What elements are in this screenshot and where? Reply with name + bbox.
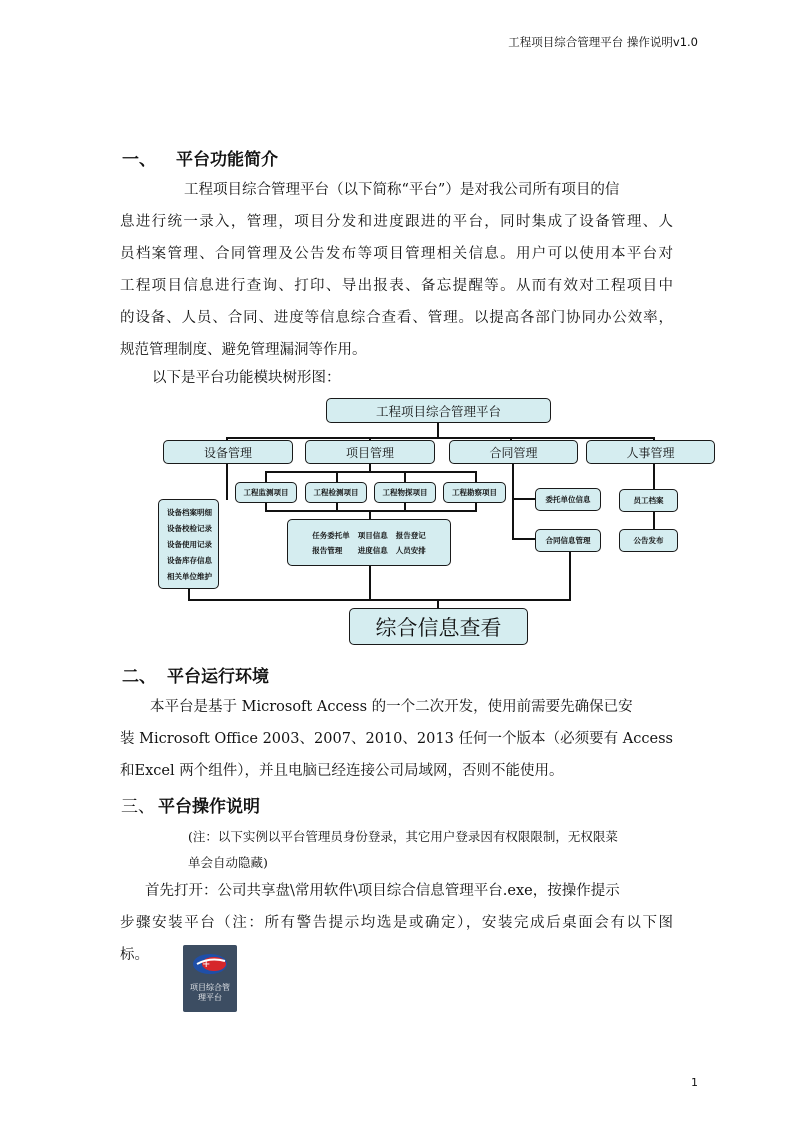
text-line: 标。	[120, 947, 149, 963]
node-contract-info: 合同信息管理	[535, 529, 601, 552]
app-icon-label	[183, 983, 237, 1003]
section2-number: 二、	[122, 667, 156, 687]
text-line: 的设备、人员、合同、进度等信息综合查看、管理。以提高各部门协同办公效率，	[120, 310, 673, 326]
connector-line	[226, 463, 228, 500]
icon-label-line: 理平台	[198, 993, 222, 1002]
icon-label-line: 项目综合管	[190, 983, 230, 992]
section3-title: 平台操作说明	[158, 797, 260, 817]
connector-line	[265, 510, 477, 512]
text-line: 息进行统一录入，管理，项目分发和进度跟进的平台，同时集成了设备管理、人	[120, 214, 673, 230]
module-hr-management: 人事管理	[586, 440, 715, 464]
node-device-detail	[158, 499, 219, 589]
connector-line	[226, 437, 654, 439]
connector-line	[437, 422, 439, 438]
tree-intro: 以下是平台功能模块树形图：	[152, 370, 341, 386]
detail-item: 进度信息	[357, 545, 388, 555]
detail-item: 报告登记	[395, 530, 426, 540]
detail-item: 设备档案明细	[167, 507, 212, 517]
text-line: 工程项目信息进行查询、打印、导出报表、备忘提醒等。从而有效对工程项目中	[120, 278, 673, 294]
running-header: 工程项目综合管理平台 操作说明v1.0	[508, 35, 698, 49]
text-line: 员档案管理、合同管理及公告发布等项目管理相关信息。用户可以使用本平台对	[120, 246, 673, 262]
detail-item: 设备校检记录	[167, 523, 212, 533]
connector-line	[569, 551, 571, 601]
node-employee-records: 员工档案	[619, 489, 678, 512]
diagram-root-node: 工程项目综合管理平台	[326, 398, 551, 423]
connector-line	[512, 498, 536, 500]
module-project-management: 项目管理	[305, 440, 435, 464]
connector-line	[265, 471, 476, 473]
connector-line	[512, 463, 514, 540]
node-survey-project: 工程勘察项目	[443, 482, 506, 503]
connector-line	[188, 599, 571, 601]
page-number: 1	[691, 1076, 698, 1089]
detail-item: 相关单位维护	[167, 571, 212, 581]
connector-line	[188, 588, 190, 600]
detail-item: 报告管理	[312, 545, 343, 555]
section1-title: 平台功能简介	[176, 150, 278, 170]
text-line: 本平台是基于 Microsoft Access 的一个二次开发，使用前需要先确保已安	[150, 699, 633, 715]
node-summary-view: 综合信息查看	[349, 608, 528, 645]
connector-line	[653, 512, 655, 530]
note-line: 单会自动隐藏)	[188, 855, 268, 870]
node-testing-project: 工程检测项目	[305, 482, 367, 503]
module-device-management: 设备管理	[163, 440, 293, 464]
section2-title: 平台运行环境	[167, 667, 269, 687]
node-announcement: 公告发布	[619, 529, 678, 552]
node-monitoring-project: 工程监测项目	[235, 482, 297, 503]
text-line: 首先打开：公司共享盘\常用软件\项目综合信息管理平台.exe，按操作提示	[145, 883, 620, 899]
text-line: 规范管理制度、避免管理漏洞等作用。	[120, 342, 367, 358]
text-line: 步骤安装平台（注：所有警告提示均选是或确定），安装完成后桌面会有以下图	[120, 915, 673, 931]
detail-item: 人员安排	[395, 545, 426, 555]
node-geophysical-project: 工程物探项目	[374, 482, 436, 503]
detail-item: 设备库存信息	[167, 555, 212, 565]
detail-item: 项目信息	[357, 530, 388, 540]
text-line: 装 Microsoft Office 2003、2007、2010、2013 任何一个版本（必须要有 Access	[120, 731, 673, 747]
module-contract-management: 合同管理	[449, 440, 578, 464]
connector-line	[512, 538, 536, 540]
node-project-detail	[287, 519, 451, 566]
connector-line	[369, 565, 371, 601]
app-logo-icon	[183, 947, 237, 983]
text-line: 工程项目综合管理平台（以下简称“平台”）是对我公司所有项目的信	[184, 182, 620, 198]
note-line: (注：以下实例以平台管理员身份登录，其它用户登录因有权限限制，无权限菜	[188, 829, 618, 844]
connector-line	[653, 463, 655, 490]
node-client-info: 委托单位信息	[535, 488, 601, 511]
desktop-app-icon	[183, 945, 237, 1012]
text-line: 和Excel 两个组件），并且电脑已经连接公司局域网，否则不能使用。	[120, 763, 564, 779]
section1-number: 一、	[122, 150, 156, 170]
section3-number: 三、	[121, 797, 155, 817]
detail-item: 任务委托单	[312, 530, 350, 540]
svg-text:+: +	[202, 959, 211, 970]
detail-item: 设备使用记录	[167, 539, 212, 549]
